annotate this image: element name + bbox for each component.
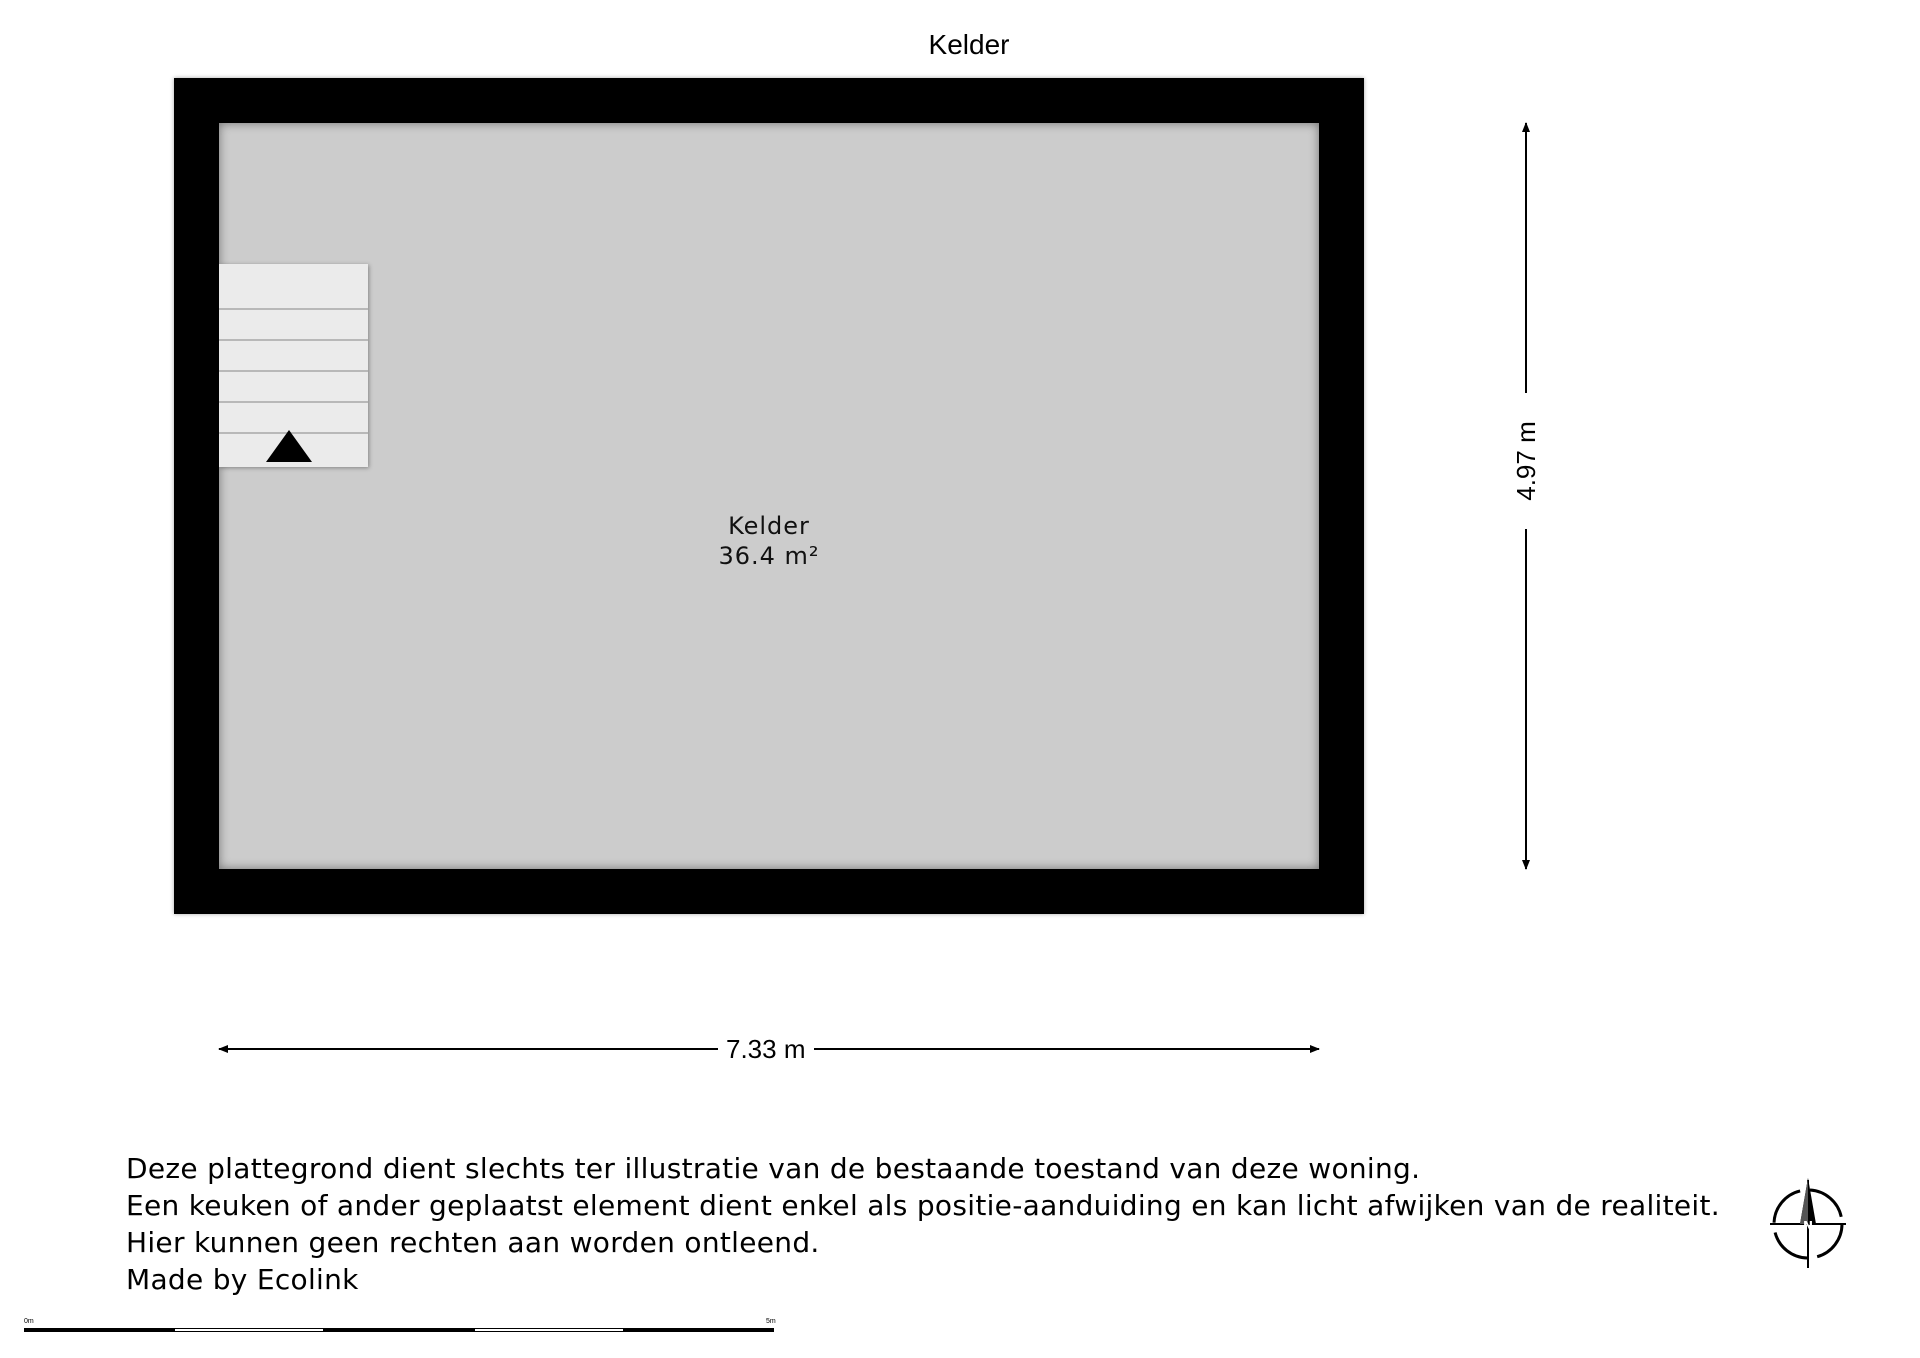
scale-segment <box>474 1328 624 1332</box>
room-name: Kelder <box>728 512 810 540</box>
scale-segment <box>174 1328 324 1332</box>
disclaimer-line: Een keuken of ander geplaatst element dient enkel als positie-aanduiding en kan licht afwijken van de realiteit. <box>126 1189 1720 1222</box>
room-area: 36.4 m² <box>718 542 820 570</box>
north-compass-icon <box>1768 1172 1848 1268</box>
disclaimer <box>126 1150 1720 1298</box>
scale-bar <box>24 1318 776 1338</box>
credit-line: Made by Ecolink <box>126 1263 359 1296</box>
scale-segment <box>624 1328 774 1332</box>
floor-title: Kelder <box>928 29 1010 60</box>
scale-start-label: 0m <box>24 1318 34 1325</box>
depth-dimension-label: 4.97 m <box>1511 393 1541 529</box>
disclaimer-line: Deze plattegrond dient slechts ter illustratie van de bestaande toestand van deze woning. <box>126 1152 1421 1185</box>
compass-north-label: N <box>1802 1219 1814 1233</box>
disclaimer-line: Hier kunnen geen rechten aan worden ontleend. <box>126 1226 820 1259</box>
width-dimension-label: 7.33 m <box>718 1034 814 1064</box>
scale-segment <box>24 1328 174 1332</box>
scale-end-label: 5m <box>766 1318 776 1325</box>
scale-segment <box>324 1328 474 1332</box>
